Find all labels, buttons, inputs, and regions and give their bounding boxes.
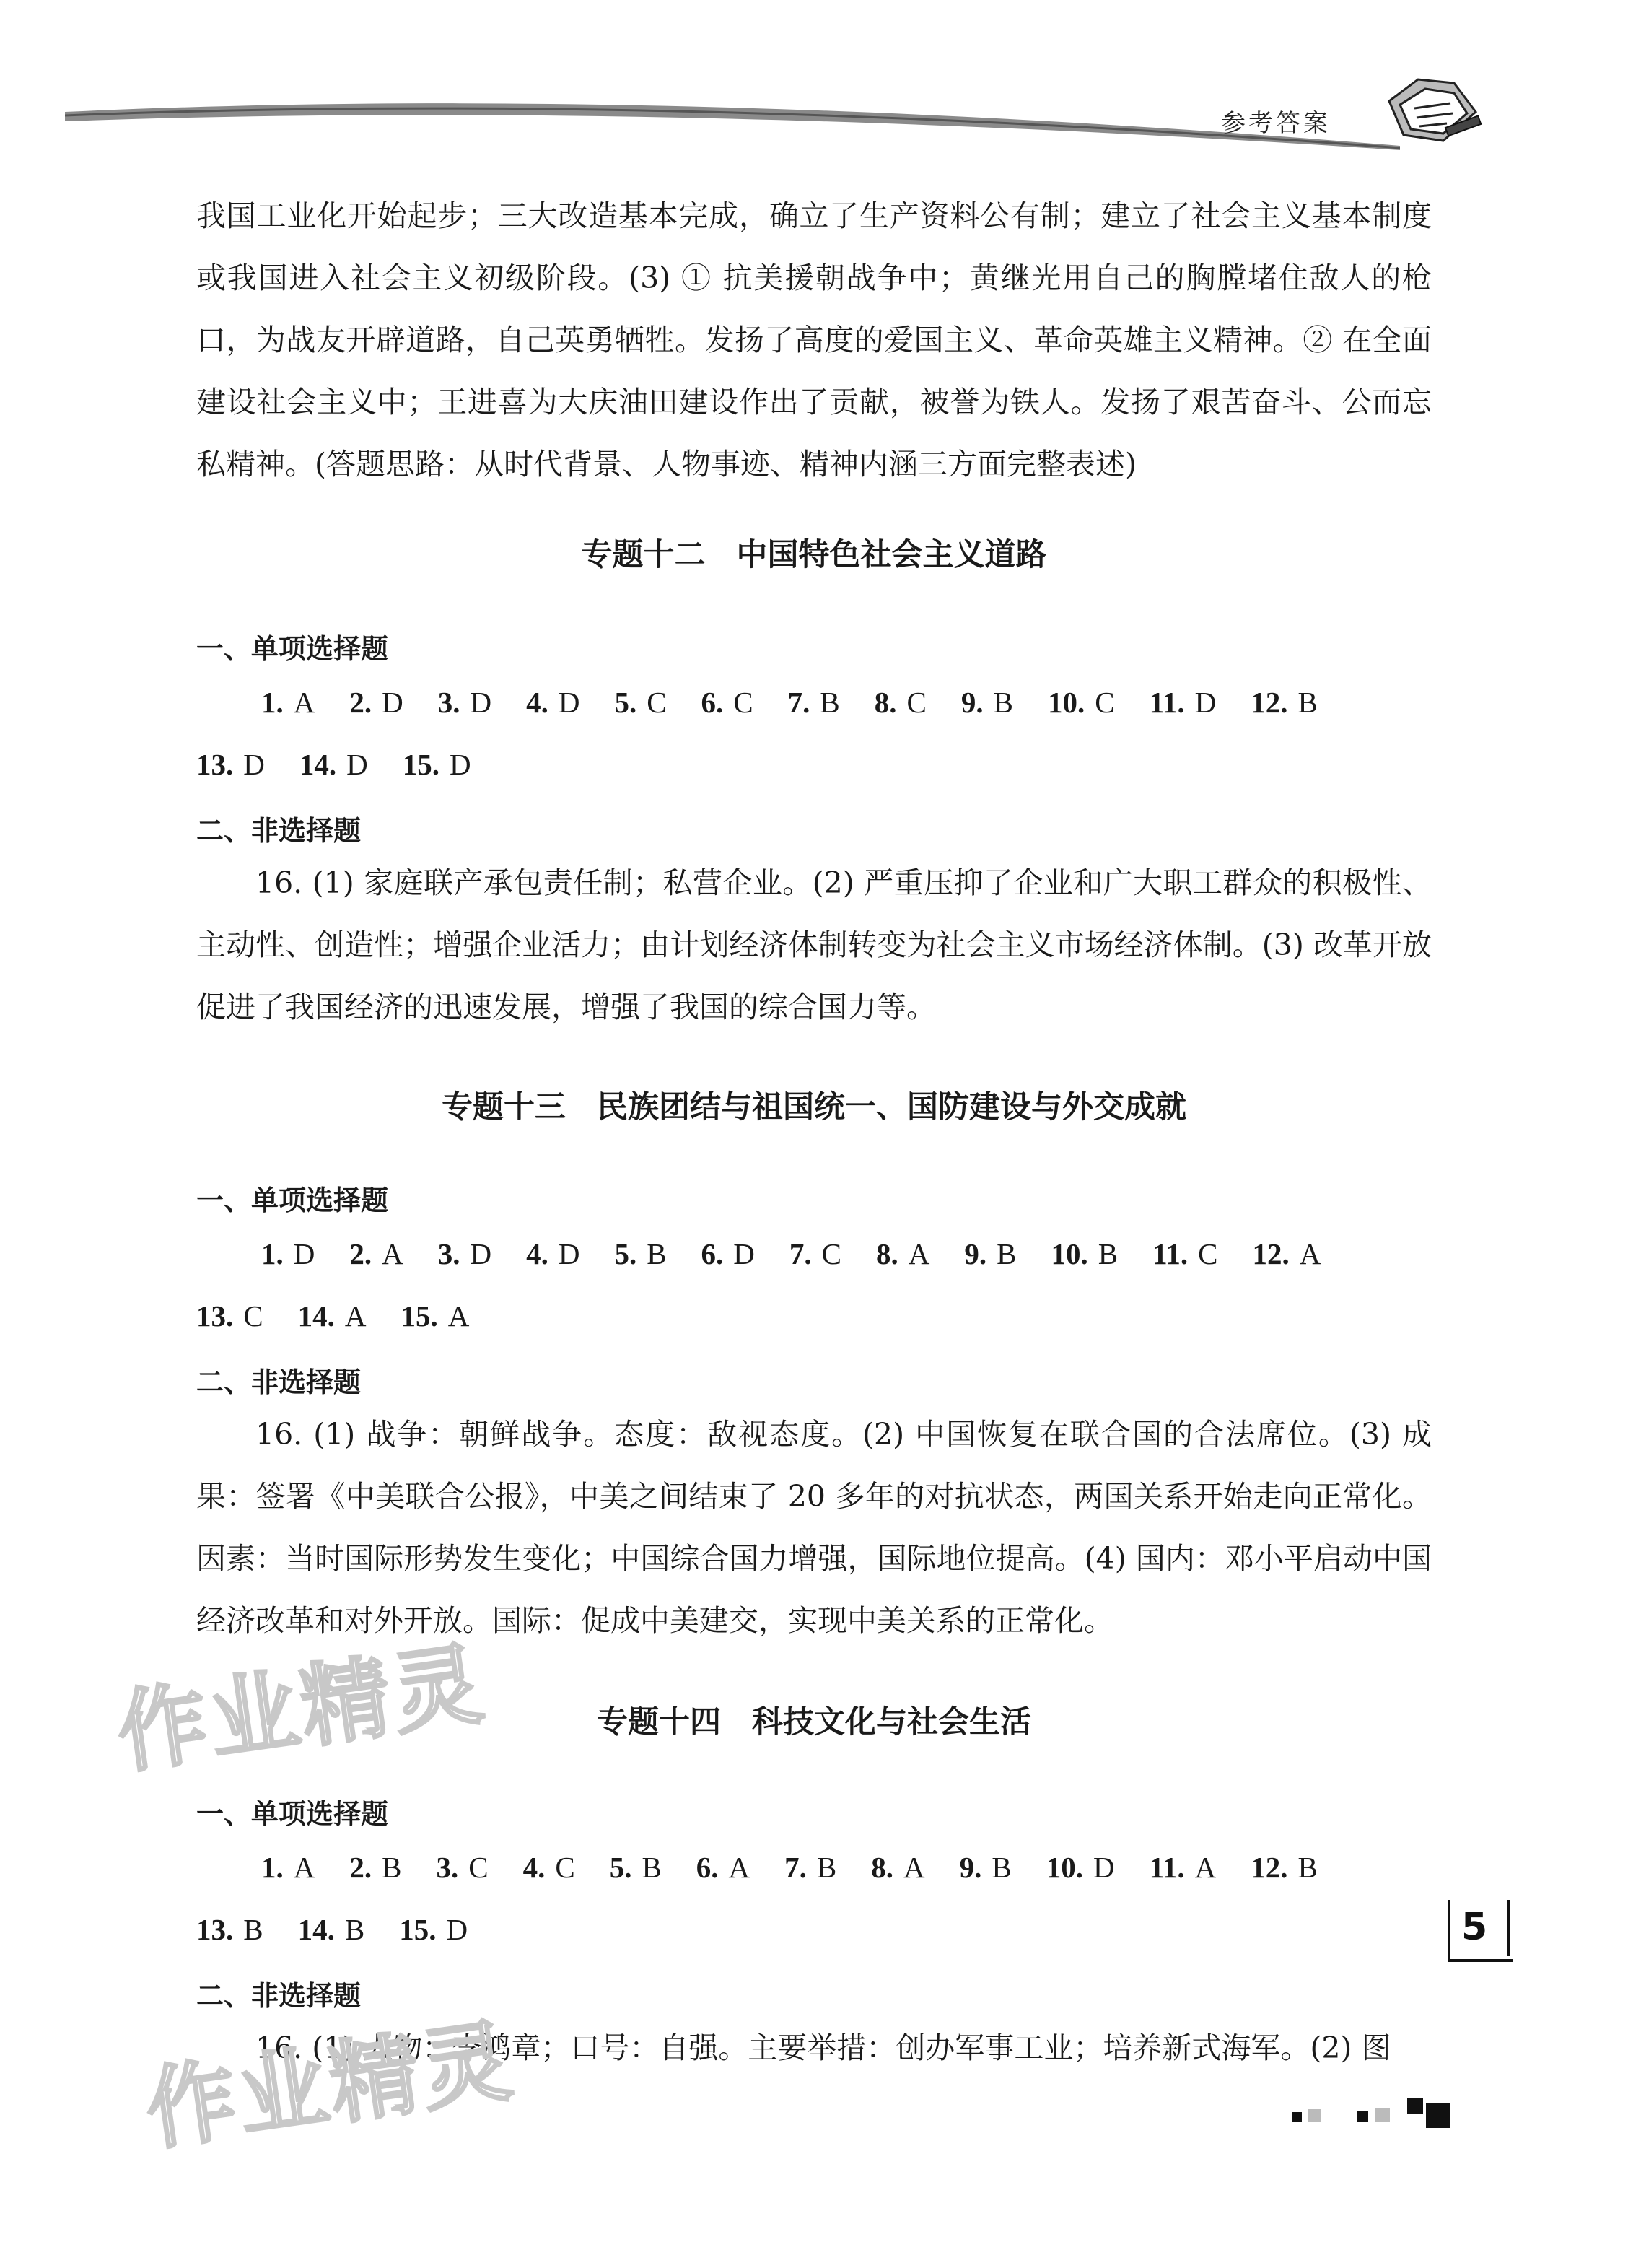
decorative-square xyxy=(1426,2103,1450,2128)
answer-item: 3. D xyxy=(437,686,492,719)
answer-item: 3. D xyxy=(437,1237,492,1270)
answer-item: 11. C xyxy=(1152,1237,1218,1270)
choice-heading-13: 一、单项选择题 xyxy=(196,1185,389,1216)
answer-item: 10. D xyxy=(1046,1851,1115,1884)
answer-item: 10. C xyxy=(1047,686,1115,719)
answer-row xyxy=(196,1285,1432,1347)
notebook-pen-icon xyxy=(1375,69,1483,155)
nonchoice-answer-13: 16. (1) 战争：朝鲜战争。态度：敌视态度。(2) 中国恢复在联合国的合法席位。(3) 成果：签署《中美联合公报》，中美之间结束了 20 多年的对抗状态，两国关系开始走向正常化。因素：当时国际形势发生变化；中国综合国力增强，国际地位提高。(4) 国内：邓小平启动中国经济改革和对外开放。国际：促成中美建交，实现中美关系的正常化。 xyxy=(196,1417,1432,1638)
answer-item: 8. A xyxy=(871,1851,925,1884)
page-number: 5 xyxy=(1461,1906,1488,1949)
answer-item: 7. C xyxy=(789,1237,842,1270)
answer-block-12 xyxy=(196,671,1432,795)
decorative-square xyxy=(1308,2109,1321,2122)
answer-item: 6. A xyxy=(696,1851,750,1884)
answer-row xyxy=(196,1223,1432,1285)
answer-item: 8. A xyxy=(876,1237,930,1270)
decorative-square xyxy=(1292,2112,1302,2122)
answer-item: 6. D xyxy=(701,1237,755,1270)
answer-item: 5. B xyxy=(609,1851,662,1884)
answer-item: 7. B xyxy=(784,1851,837,1884)
watermark: 作业精灵 xyxy=(140,2008,521,2163)
intro-paragraph: 我国工业化开始起步；三大改造基本完成，确立了生产资料公有制；建立了社会主义基本制度或我国进入社会主义初级阶段。(3) ① 抗美援朝战争中；黄继光用自己的胸膛堵住敌人的枪口，为战友开辟道路，自己英勇牺牲。发扬了高度的爱国主义、革命英雄主义精神。② 在全面建设社会主义中；王进喜为大庆油田建设作出了贡献，被誉为铁人。发扬了艰苦奋斗、公而忘私精神。(答题思路：从时代背景、人物事迹、精神内涵三方面完整表述) xyxy=(196,199,1432,481)
header-label: 参考答案 xyxy=(1221,109,1331,138)
answer-item: 9. B xyxy=(964,1237,1017,1270)
nonchoice-heading-14: 二、非选择题 xyxy=(196,1980,362,2012)
answer-row xyxy=(196,671,1432,733)
answer-item: 7. B xyxy=(787,686,840,719)
nonchoice-heading-12: 二、非选择题 xyxy=(196,815,362,847)
answer-item: 1. D xyxy=(261,1237,315,1270)
answer-item: 4. D xyxy=(526,686,580,719)
decorative-square xyxy=(1407,2098,1423,2114)
answer-item: 5. B xyxy=(614,1237,667,1270)
answer-item: 2. D xyxy=(349,686,403,719)
section-title-14: 专题十四 科技文化与社会生活 xyxy=(597,1704,1031,1740)
answer-item: 2. B xyxy=(349,1851,402,1884)
answer-item: 13. C xyxy=(196,1299,263,1333)
answer-item: 14. B xyxy=(297,1913,365,1946)
answer-item: 12. A xyxy=(1252,1237,1321,1270)
answer-item: 1. A xyxy=(261,686,315,719)
answer-item: 9. B xyxy=(959,1851,1012,1884)
answer-item: 14. A xyxy=(297,1299,367,1333)
answer-row xyxy=(196,1836,1432,1898)
answer-row xyxy=(196,1898,1432,1960)
answer-item: 15. A xyxy=(401,1299,470,1333)
answer-item: 11. A xyxy=(1149,1851,1217,1884)
answer-item: 10. B xyxy=(1051,1237,1119,1270)
answer-item: 15. D xyxy=(402,748,471,781)
answer-item: 12. B xyxy=(1251,1851,1318,1884)
answer-item: 5. C xyxy=(614,686,667,719)
answer-item: 12. B xyxy=(1251,686,1318,719)
answer-item: 11. D xyxy=(1149,686,1217,719)
decorative-square xyxy=(1375,2108,1390,2122)
answer-item: 3. C xyxy=(436,1851,489,1884)
choice-heading-12: 一、单项选择题 xyxy=(196,633,389,665)
answer-row xyxy=(196,733,1432,795)
answer-block-14 xyxy=(196,1836,1432,1960)
answer-item: 13. D xyxy=(196,748,265,781)
section-title-12: 专题十二 中国特色社会主义道路 xyxy=(581,537,1047,573)
header-swoosh-decoration xyxy=(65,87,1400,152)
answer-item: 2. A xyxy=(349,1237,403,1270)
answer-item: 13. B xyxy=(196,1913,263,1946)
answer-item: 8. C xyxy=(874,686,927,719)
answer-item: 4. C xyxy=(522,1851,575,1884)
watermark: 作业精灵 xyxy=(111,1631,492,1787)
answer-item: 14. D xyxy=(299,748,368,781)
answer-item: 1. A xyxy=(261,1851,315,1884)
answer-item: 15. D xyxy=(399,1913,468,1946)
answer-item: 6. C xyxy=(701,686,753,719)
nonchoice-answer-12: 16. (1) 家庭联产承包责任制；私营企业。(2) 严重压抑了企业和广大职工群众的积极性、主动性、创造性；增强企业活力；由计划经济体制转变为社会主义市场经济体制。(3) 改革开放促进了我国经济的迅速发展，增强了我国的综合国力等。 xyxy=(196,865,1432,1024)
choice-heading-14: 一、单项选择题 xyxy=(196,1798,389,1830)
nonchoice-answer-14: 16. (1) 人物：李鸿章；口号：自强。主要举措：创办军事工业；培养新式海军。(2) 图 xyxy=(255,2031,1391,2065)
answer-item: 4. D xyxy=(526,1237,580,1270)
answer-item: 9. B xyxy=(960,686,1013,719)
section-title-13: 专题十三 民族团结与祖国统一、国防建设与外交成就 xyxy=(442,1089,1186,1125)
answer-block-13 xyxy=(196,1223,1432,1347)
decorative-square xyxy=(1357,2111,1368,2122)
nonchoice-heading-13: 二、非选择题 xyxy=(196,1366,362,1398)
